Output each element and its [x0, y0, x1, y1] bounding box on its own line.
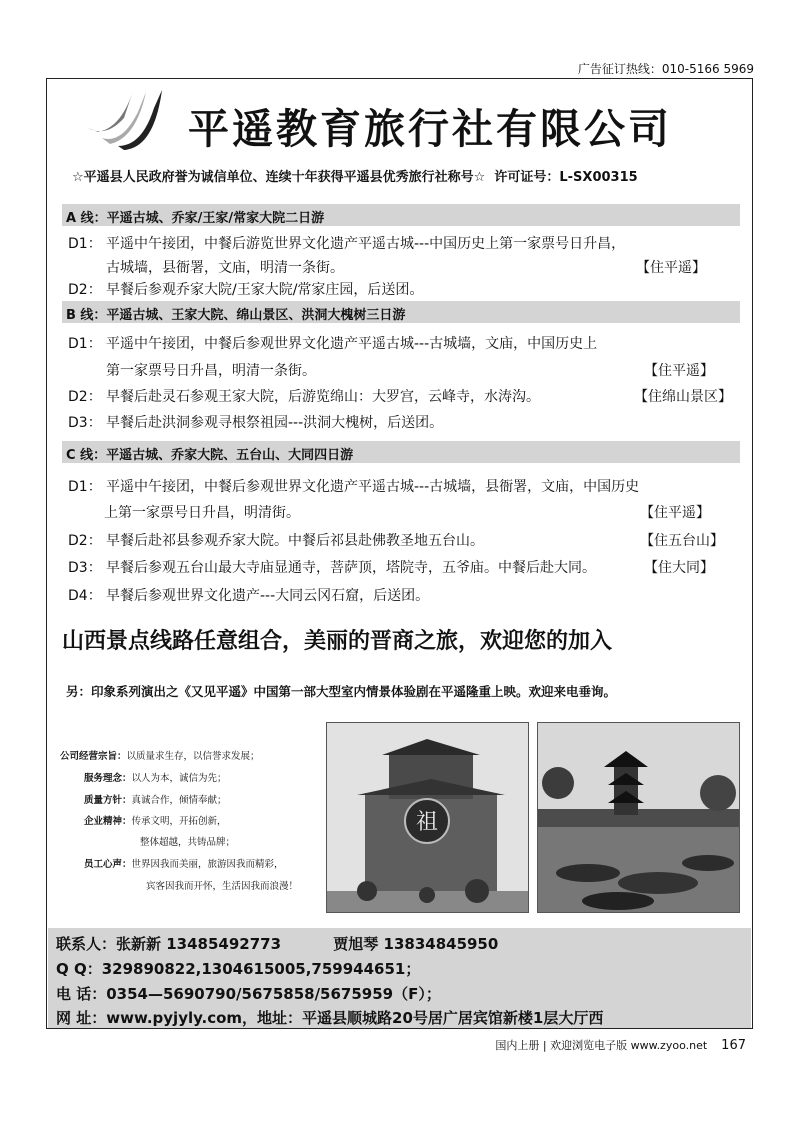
culture-line: 服务理念：以人为本，诚信为先； — [84, 773, 227, 784]
route-a-day-cont: 古城墙，县衙署，文庙，明清一条街。 — [106, 260, 344, 276]
route-c-title: C 线：平遥古城、乔家大院、五台山、大同四日游 — [62, 441, 740, 463]
contact-qq: Q Q：329890822,1304615005,759944651； — [56, 960, 421, 978]
page-footer: 国内上册 | 欢迎浏览电子版 www.zyoo.net 167 — [495, 1038, 746, 1053]
route-c-day: D1： 平遥中午接团，中餐后参观世界文化遗产平遥古城---古城墙，县衙署，文庙，中国历史 — [68, 479, 640, 495]
route-b-day: D1： 平遥中午接团，中餐后参观世界文化遗产平遥古城---古城墙，文庙，中国历史上 — [68, 336, 598, 352]
route-b-day: D3： 早餐后赴洪洞参观寻根祭祖园---洪洞大槐树，后送团。 — [68, 415, 444, 431]
route-stay: 【住平遥】 — [636, 260, 706, 276]
route-stay: 【住五台山】 — [640, 533, 724, 549]
route-a-day: D2： 早餐后参观乔家大院/王家大院/常家庄园，后送团。 — [68, 282, 424, 298]
route-c-day: D4： 早餐后参观世界文化遗产---大同云冈石窟，后送团。 — [68, 588, 430, 604]
route-stay: 【住平遥】 — [644, 363, 714, 379]
license-number: 许可证号：L-SX00315 — [494, 170, 638, 185]
company-name: 平遥教育旅行社有限公司 — [188, 105, 672, 153]
culture-line: 员工心声：世界因我而美丽，旅游因我而精彩， — [84, 859, 284, 870]
honor-line: ☆平遥县人民政府誉为诚信单位、连续十年获得平遥县优秀旅行社称号☆ 许可证号：L-SX00315 — [72, 170, 638, 185]
pagoda-photo — [537, 722, 740, 913]
route-stay: 【住大同】 — [644, 560, 714, 576]
route-c-day-cont: 上第一家票号日升昌，明清街。 — [104, 505, 300, 521]
page-number: 167 — [721, 1038, 746, 1053]
culture-line: 企业精神：传承文明，开拓创新， — [84, 816, 227, 827]
show-notice: 另：印象系列演出之《又见平遥》中国第一部大型室内情景体验剧在平遥隆重上映。欢迎来电垂询。 — [66, 684, 617, 699]
contact-people: 联系人：张新新 13485492773 贾旭琴 13834845950 — [56, 935, 499, 953]
culture-line: 公司经营宗旨：以质量求生存，以信誉求发展； — [60, 751, 260, 762]
ad-hotline: 广告征订热线：010-5166 5969 — [577, 62, 754, 76]
slogan: 山西景点线路任意组合，美丽的晋商之旅，欢迎您的加入 — [62, 628, 613, 654]
company-logo-icon — [84, 88, 164, 150]
route-b-title: B 线：平遥古城、王家大院、绵山景区、洪洞大槐树三日游 — [62, 301, 740, 323]
route-b-day: D2： 早餐后赴灵石参观王家大院，后游览绵山：大罗宫，云峰寺，水涛沟。 — [68, 389, 540, 405]
contact-phone: 电 话：0354—5690790/5675858/5675959（F）； — [56, 985, 441, 1003]
route-c-day: D2： 早餐后赴祁县参观乔家大院。中餐后祁县赴佛教圣地五台山。 — [68, 533, 484, 549]
route-b-day-cont: 第一家票号日升昌，明清一条街。 — [106, 363, 316, 379]
gate-plaque-text: 祖 — [415, 810, 439, 835]
gate-photo — [326, 722, 529, 913]
route-a-day: D1： 平遥中午接团，中餐后游览世界文化遗产平遥古城---中国历史上第一家票号日升昌， — [68, 236, 626, 252]
route-stay: 【住绵山景区】 — [634, 389, 732, 405]
culture-line: 整体超越，共铸品牌； — [140, 837, 236, 848]
culture-line: 宾客因我而开怀，生活因我而浪漫！ — [146, 881, 299, 892]
contact-web[interactable]: 网 址：www.pyjyly.com，地址：平遥县顺城路20号居广居宾馆新楼1层大厅西 — [56, 1009, 604, 1027]
route-c-day: D3： 早餐后参观五台山最大寺庙显通寺，菩萨顶，塔院寺，五爷庙。中餐后赴大同。 — [68, 560, 596, 576]
route-stay: 【住平遥】 — [640, 505, 710, 521]
culture-line: 质量方针：真诚合作，倾情奉献； — [84, 795, 227, 806]
route-a-title: A 线：平遥古城、乔家/王家/常家大院二日游 — [62, 204, 740, 226]
